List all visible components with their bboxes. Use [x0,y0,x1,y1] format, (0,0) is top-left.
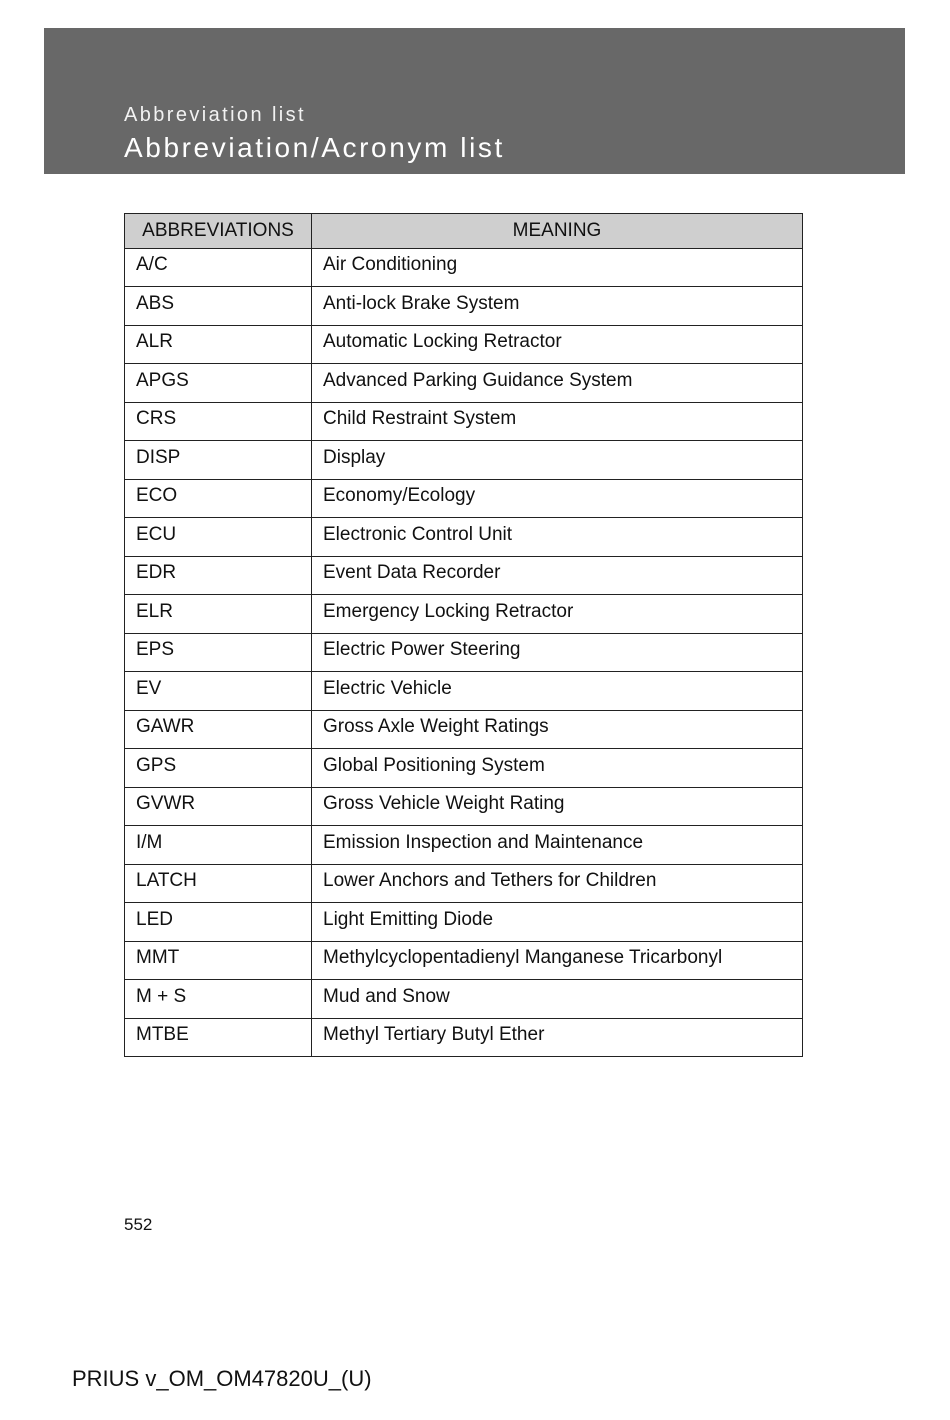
section-label: Abbreviation list [124,104,306,126]
abbreviation-cell: GVWR [125,787,312,826]
table-row [125,556,803,595]
table-row [125,287,803,326]
meaning-cell: Lower Anchors and Tethers for Children [312,864,803,903]
table-row [125,826,803,865]
abbreviation-cell: ECU [125,518,312,557]
table-row [125,941,803,980]
table-row [125,595,803,634]
table-row [125,325,803,364]
meaning-cell: Anti-lock Brake System [312,287,803,326]
abbreviation-cell: LATCH [125,864,312,903]
abbreviation-cell: ECO [125,479,312,518]
meaning-cell: Electric Vehicle [312,672,803,711]
abbreviation-table [124,213,803,1057]
document-id: PRIUS v_OM_OM47820U_(U) [72,1366,372,1391]
column-header-abbreviations: ABBREVIATIONS [125,214,312,249]
table-row [125,710,803,749]
abbreviation-cell: EV [125,672,312,711]
table-body [125,248,803,1057]
abbreviation-cell: A/C [125,248,312,287]
abbreviation-cell: APGS [125,364,312,403]
table-row [125,518,803,557]
abbreviation-cell: EPS [125,633,312,672]
table-row [125,402,803,441]
meaning-cell: Electric Power Steering [312,633,803,672]
meaning-cell: Mud and Snow [312,980,803,1019]
abbreviation-cell: M + S [125,980,312,1019]
meaning-cell: Air Conditioning [312,248,803,287]
meaning-cell: Automatic Locking Retractor [312,325,803,364]
meaning-cell: Light Emitting Diode [312,903,803,942]
page-title: Abbreviation/Acronym list [124,132,505,163]
abbreviation-cell: ELR [125,595,312,634]
meaning-cell: Display [312,441,803,480]
meaning-cell: Gross Axle Weight Ratings [312,710,803,749]
table-row [125,441,803,480]
header-band [44,28,905,174]
meaning-cell: Methyl Tertiary Butyl Ether [312,1018,803,1057]
table-row [125,1018,803,1057]
meaning-cell: Methylcyclopentadienyl Manganese Tricarbonyl [312,941,803,980]
table-row [125,749,803,788]
table-row [125,672,803,711]
meaning-cell: Electronic Control Unit [312,518,803,557]
abbreviation-cell: DISP [125,441,312,480]
table-row [125,980,803,1019]
meaning-cell: Emission Inspection and Maintenance [312,826,803,865]
meaning-cell: Economy/Ecology [312,479,803,518]
meaning-cell: Gross Vehicle Weight Rating [312,787,803,826]
column-header-meaning: MEANING [312,214,803,249]
abbreviation-cell: ABS [125,287,312,326]
abbreviation-cell: GPS [125,749,312,788]
page-number: 552 [124,1215,153,1234]
abbreviation-cell: LED [125,903,312,942]
abbreviation-cell: MTBE [125,1018,312,1057]
table-header-row [125,214,803,249]
meaning-cell: Child Restraint System [312,402,803,441]
table-row [125,903,803,942]
abbreviation-cell: GAWR [125,710,312,749]
abbreviation-cell: ALR [125,325,312,364]
abbreviation-cell: EDR [125,556,312,595]
abbreviation-cell: CRS [125,402,312,441]
abbreviation-cell: I/M [125,826,312,865]
abbreviation-cell: MMT [125,941,312,980]
table-row [125,864,803,903]
meaning-cell: Advanced Parking Guidance System [312,364,803,403]
table-row [125,633,803,672]
table-row [125,364,803,403]
meaning-cell: Event Data Recorder [312,556,803,595]
meaning-cell: Emergency Locking Retractor [312,595,803,634]
meaning-cell: Global Positioning System [312,749,803,788]
table-row [125,787,803,826]
table-row [125,479,803,518]
table-row [125,248,803,287]
